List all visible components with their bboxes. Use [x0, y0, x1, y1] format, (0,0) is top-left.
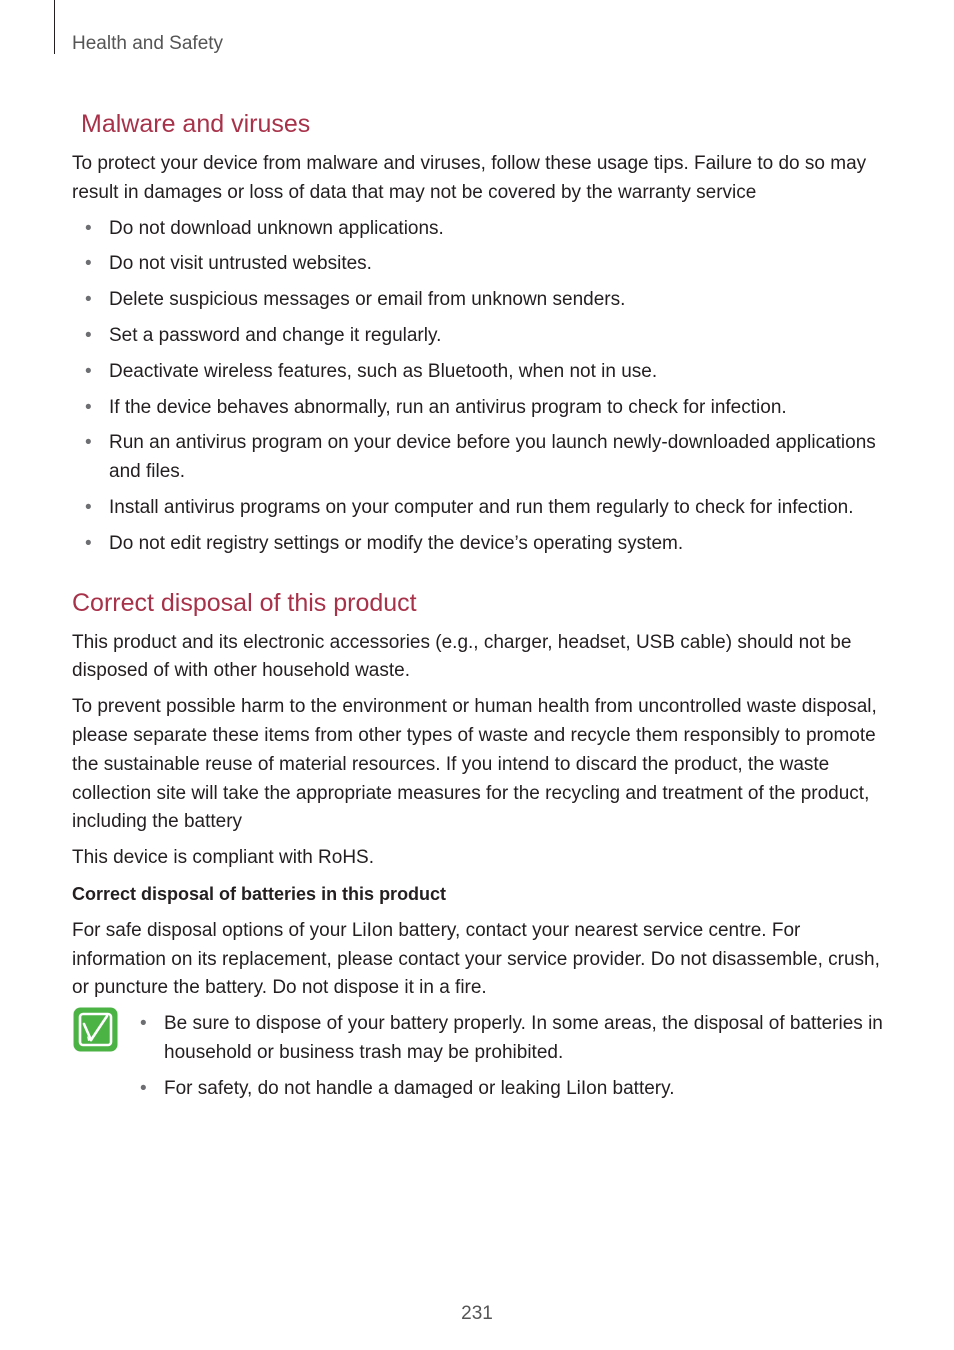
rohs-statement: This device is compliant with RoHS.: [72, 847, 374, 869]
note-list: [127, 1010, 884, 1103]
note-pencil-icon: [72, 1006, 119, 1053]
bullet-icon: •: [85, 432, 92, 454]
bullet-icon: •: [85, 253, 92, 275]
list-item: • If the device behaves abnormally, run an antivirus program to check for infection.: [72, 394, 884, 423]
malware-heading: Malware and viruses: [81, 110, 311, 138]
disposal-heading: Correct disposal of this product: [72, 588, 417, 617]
batteries-subheading: Correct disposal of batteries in this product: [72, 883, 447, 904]
bullet-icon: •: [85, 289, 92, 311]
list-item: • Delete suspicious messages or email from unknown senders.: [72, 286, 884, 315]
list-item: • Be sure to dispose of your battery properly. In some areas, the disposal of batteries in household or business trash may be prohibited.: [127, 1010, 884, 1068]
disposal-paragraph: To prevent possible harm to the environment or human health from uncontrolled waste disposal, please separate these items from other types of waste and recycle them responsibly to promote the sustainable reuse of material resources. If you intend to discard the product, the waste collection site will take the appropriate measures for the recycling and treatment of the product, including the battery: [72, 696, 877, 833]
page-number: 231: [461, 1303, 493, 1324]
list-item: • Do not edit registry settings or modify the device’s operating system.: [72, 530, 884, 559]
bullet-icon: •: [140, 1013, 147, 1035]
bullet-icon: •: [85, 496, 92, 518]
list-item: • Do not download unknown applications.: [72, 215, 884, 244]
running-header: Health and Safety: [72, 33, 224, 54]
bullet-icon: •: [85, 396, 92, 418]
bullet-icon: •: [85, 324, 92, 346]
malware-intro: To protect your device from malware and viruses, follow these usage tips. Failure to do so may result in damages or loss of data that may not be covered by the warranty service: [72, 153, 867, 203]
list-item: • Install antivirus programs on your computer and run them regularly to check for infection.: [72, 494, 884, 523]
header-rule: [54, 0, 55, 54]
bullet-icon: •: [85, 217, 92, 239]
bullet-icon: •: [140, 1077, 147, 1099]
disposal-section: [72, 587, 884, 1104]
list-item: • For safety, do not handle a damaged or leaking LiIon battery.: [127, 1075, 884, 1104]
list-item: • Do not visit untrusted websites.: [72, 250, 884, 279]
malware-tips-list: [72, 215, 884, 559]
list-item: • Deactivate wireless features, such as Bluetooth, when not in use.: [72, 358, 884, 387]
bullet-icon: •: [85, 360, 92, 382]
disposal-paragraph: This product and its electronic accessories (e.g., charger, headset, USB cable) should not be disposed of with other household waste.: [72, 631, 852, 682]
page-content: [72, 108, 884, 1111]
list-item: • Run an antivirus program on your device before you launch newly-downloaded applications and files.: [72, 429, 884, 487]
note-box: [72, 1010, 884, 1103]
batteries-paragraph: For safe disposal options of your LiIon battery, contact your nearest service centre. For information on its replacement, please contact your service provider. Do not disassemble, crush, or puncture the battery. Do not dispose it in a fire.: [72, 919, 880, 999]
list-item: • Set a password and change it regularly.: [72, 322, 884, 351]
bullet-icon: •: [85, 532, 92, 554]
malware-section: [72, 108, 884, 559]
